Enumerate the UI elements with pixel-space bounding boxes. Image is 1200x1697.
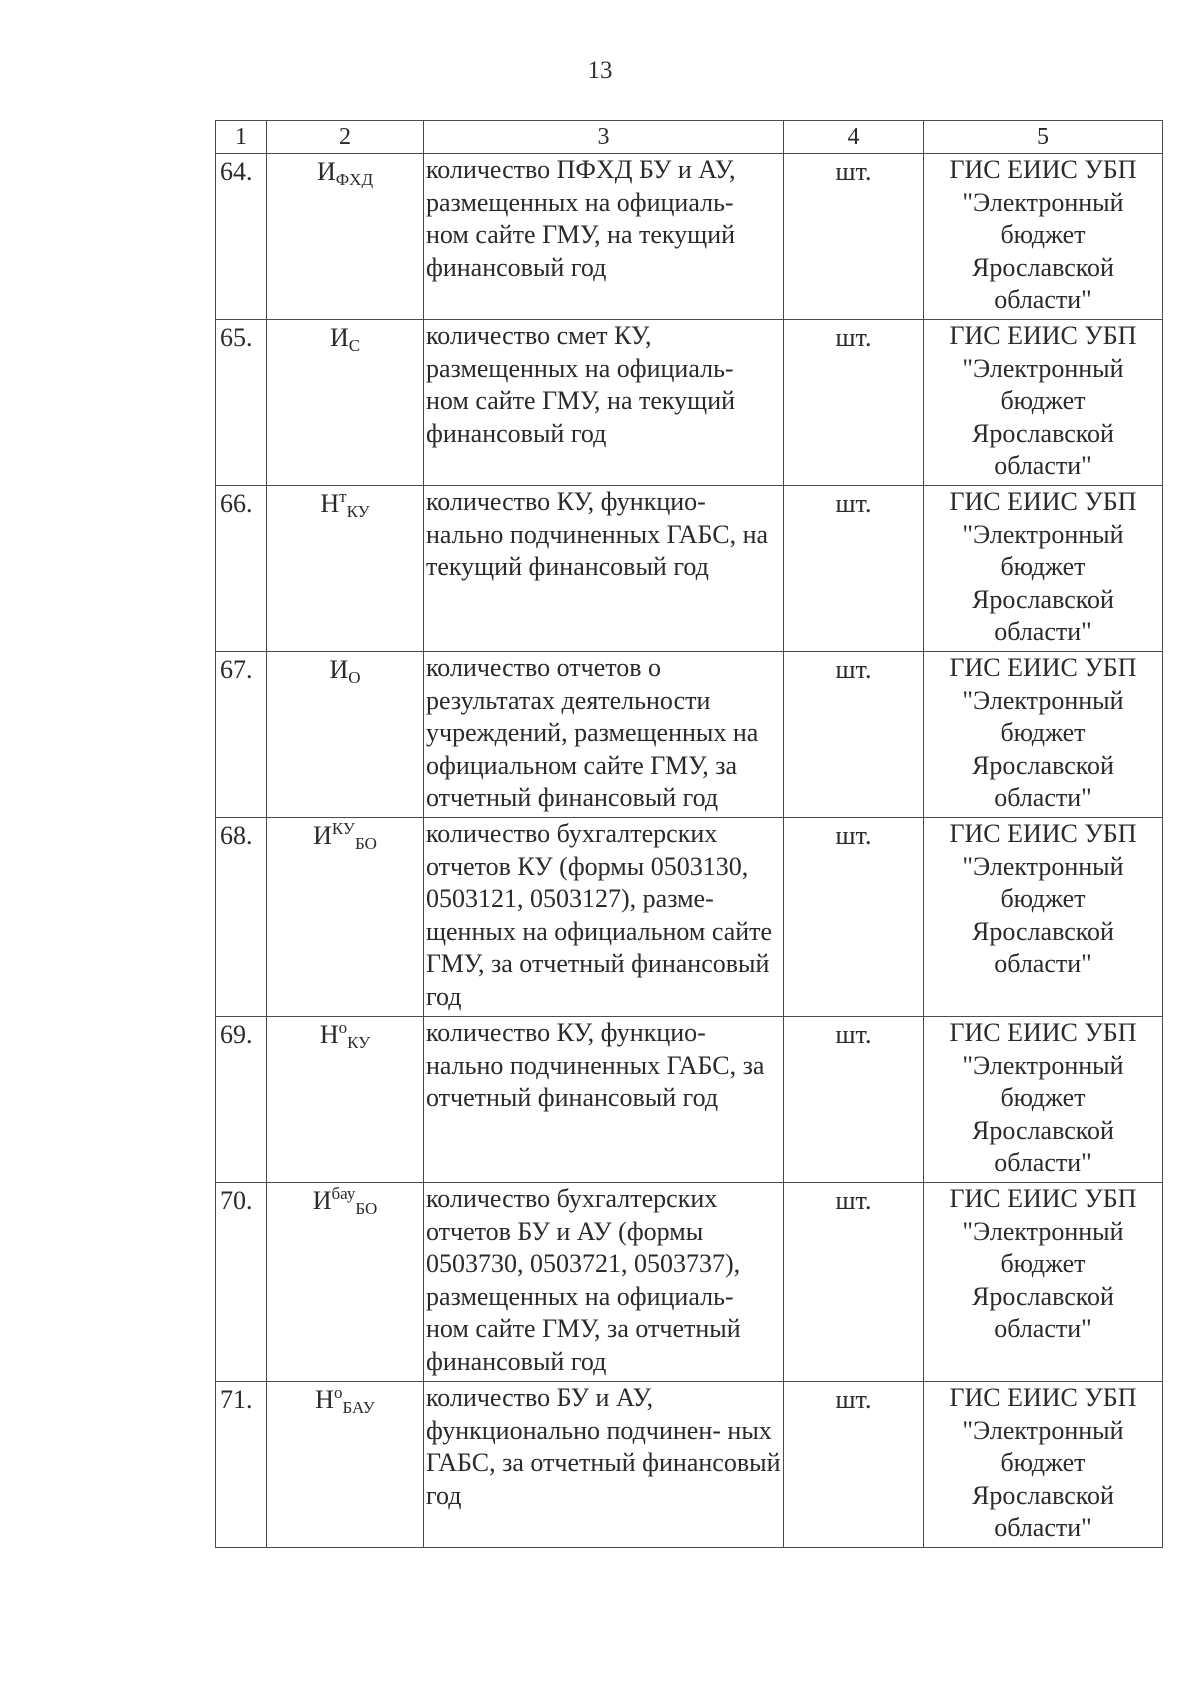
indicator-code: [267, 1017, 424, 1183]
indicator-code-base: Н: [320, 489, 340, 518]
data-source-line: "Электронный: [962, 1415, 1124, 1445]
data-source-line: области": [994, 451, 1092, 481]
row-number: 66.: [216, 486, 267, 652]
data-source-line: ГИС ЕИИС УБП: [949, 1184, 1137, 1213]
data-source-line: Ярославской: [972, 1115, 1114, 1145]
data-source-line: области": [994, 1314, 1092, 1344]
data-source-line: ГИС ЕИИС УБП: [949, 321, 1137, 350]
data-source-line: бюджет: [1000, 220, 1086, 250]
data-source-line: ГИС ЕИИС УБП: [949, 819, 1137, 848]
unit-of-measure: шт.: [784, 1017, 924, 1183]
data-source-line: бюджет: [1000, 1448, 1086, 1478]
unit-of-measure: шт.: [784, 1183, 924, 1382]
indicator-code-superscript: о: [338, 1018, 348, 1037]
page-number: 13: [587, 57, 613, 84]
data-source-line: бюджет: [1000, 552, 1086, 582]
indicator-code-base: Н: [315, 1385, 334, 1414]
table-row: [216, 486, 1163, 652]
indicator-code-subscript: КУ: [347, 1033, 371, 1052]
data-source-line: бюджет: [1000, 718, 1086, 748]
table-body: [216, 121, 1163, 1548]
indicator-code-base: И: [316, 157, 336, 186]
data-source: [924, 486, 1163, 652]
table-row: [216, 320, 1163, 486]
data-source-line: Ярославской: [972, 418, 1114, 448]
data-source-line: области": [994, 949, 1092, 979]
column-header-5: 5: [924, 121, 1163, 154]
data-source-line: ГИС ЕИИС УБП: [949, 653, 1137, 682]
table-row: [216, 818, 1163, 1017]
indicator-code-subscript: БАУ: [342, 1398, 375, 1417]
data-source: [924, 1382, 1163, 1548]
column-header-2: 2: [267, 121, 424, 154]
data-source: [924, 818, 1163, 1017]
data-source: [924, 320, 1163, 486]
table-header-row: [216, 121, 1163, 154]
column-header-3: 3: [424, 121, 784, 154]
data-source-line: области": [994, 617, 1092, 647]
indicator-table: [215, 120, 1163, 1548]
indicator-code-subscript: БО: [354, 834, 377, 853]
table-row: [216, 1382, 1163, 1548]
unit-of-measure: шт.: [784, 320, 924, 486]
data-source: [924, 1017, 1163, 1183]
indicator-code: [267, 818, 424, 1017]
indicator-code-base: И: [312, 1186, 332, 1215]
data-source: [924, 652, 1163, 818]
indicator-code-subscript: С: [348, 336, 361, 355]
unit-of-measure: шт.: [784, 652, 924, 818]
indicator-code-subscript: ФХД: [335, 170, 374, 189]
data-source-line: области": [994, 1148, 1092, 1178]
data-source-line: Ярославской: [972, 1281, 1114, 1311]
data-source-line: Ярославской: [972, 916, 1114, 946]
unit-of-measure: шт.: [784, 486, 924, 652]
indicator-code-subscript: БО: [355, 1199, 378, 1218]
indicator-code-base: И: [313, 821, 332, 850]
indicator-code-superscript: о: [333, 1383, 343, 1402]
row-number: 67.: [216, 652, 267, 818]
indicator-description: количество ПФХД БУ и АУ, размещенных на официаль- ном сайте ГМУ, на текущий финансовый год: [424, 154, 784, 320]
data-source-line: бюджет: [1000, 1249, 1086, 1279]
data-source-line: области": [994, 285, 1092, 315]
indicator-description: количество КУ, функцио- нально подчиненных ГАБС, за отчетный финансовый год: [424, 1017, 784, 1183]
table-row: [216, 154, 1163, 320]
column-header-4: 4: [784, 121, 924, 154]
indicator-code: [267, 320, 424, 486]
indicator-code-subscript: О: [348, 668, 361, 687]
row-number: 70.: [216, 1183, 267, 1382]
indicator-code-superscript: КУ: [331, 819, 355, 838]
indicator-description: количество КУ, функцио- нально подчиненных ГАБС, на текущий финансовый год: [424, 486, 784, 652]
indicator-code-base: Н: [319, 1020, 339, 1049]
column-header-1: 1: [216, 121, 267, 154]
data-source-line: "Электронный: [962, 851, 1124, 881]
data-source-line: ГИС ЕИИС УБП: [949, 487, 1137, 516]
data-source: [924, 154, 1163, 320]
indicator-code: [267, 652, 424, 818]
data-source-line: "Электронный: [962, 187, 1124, 217]
data-source-line: бюджет: [1000, 884, 1086, 914]
indicator-description: количество отчетов о результатах деятельности учреждений, размещенных на официальном сайте ГМУ, за отчетный финансовый год: [424, 652, 784, 818]
indicator-description: количество смет КУ, размещенных на официаль- ном сайте ГМУ, на текущий финансовый год: [424, 320, 784, 486]
data-source-line: Ярославской: [972, 1480, 1114, 1510]
indicator-code-base: И: [329, 655, 349, 684]
indicator-code-superscript: т: [339, 487, 347, 506]
row-number: 68.: [216, 818, 267, 1017]
indicator-code: [267, 154, 424, 320]
unit-of-measure: шт.: [784, 1382, 924, 1548]
data-source-line: ГИС ЕИИС УБП: [949, 1018, 1137, 1047]
indicator-code: [267, 1183, 424, 1382]
indicator-description: количество бухгалтерских отчетов КУ (формы 0503130, 0503121, 0503127), разме- щенных на официальном сайте ГМУ, за отчетный финансовый год: [424, 818, 784, 1017]
table-row: [216, 1183, 1163, 1382]
unit-of-measure: шт.: [784, 818, 924, 1017]
indicator-code: [267, 486, 424, 652]
data-source-line: области": [994, 783, 1092, 813]
indicator-code-base: И: [329, 323, 349, 352]
data-source-line: ГИС ЕИИС УБП: [949, 1383, 1137, 1412]
data-source-line: "Электронный: [962, 685, 1124, 715]
data-source: [924, 1183, 1163, 1382]
table-row: [216, 1017, 1163, 1183]
indicator-description: количество БУ и АУ, функционально подчинен- ных ГАБС, за отчетный финансовый год: [424, 1382, 784, 1548]
data-source-line: Ярославской: [972, 750, 1114, 780]
row-number: 71.: [216, 1382, 267, 1548]
data-source-line: Ярославской: [972, 584, 1114, 614]
indicator-code-superscript: бау: [331, 1184, 356, 1203]
indicator-description: количество бухгалтерских отчетов БУ и АУ (формы 0503730, 0503721, 0503737), размещенных на официаль- ном сайте ГМУ, за отчетный финансовый год: [424, 1183, 784, 1382]
table-row: [216, 652, 1163, 818]
data-source-line: области": [994, 1513, 1092, 1543]
unit-of-measure: шт.: [784, 154, 924, 320]
data-source-line: ГИС ЕИИС УБП: [949, 155, 1137, 184]
data-source-line: бюджет: [1000, 1083, 1086, 1113]
row-number: 65.: [216, 320, 267, 486]
data-source-line: "Электронный: [962, 1216, 1124, 1246]
data-source-line: "Электронный: [962, 519, 1124, 549]
indicator-code: [267, 1382, 424, 1548]
indicator-code-subscript: КУ: [346, 502, 370, 521]
data-source-line: "Электронный: [962, 1050, 1124, 1080]
data-source-line: Ярославской: [972, 252, 1114, 282]
row-number: 69.: [216, 1017, 267, 1183]
data-source-line: бюджет: [1000, 386, 1086, 416]
row-number: 64.: [216, 154, 267, 320]
data-source-line: "Электронный: [962, 353, 1124, 383]
